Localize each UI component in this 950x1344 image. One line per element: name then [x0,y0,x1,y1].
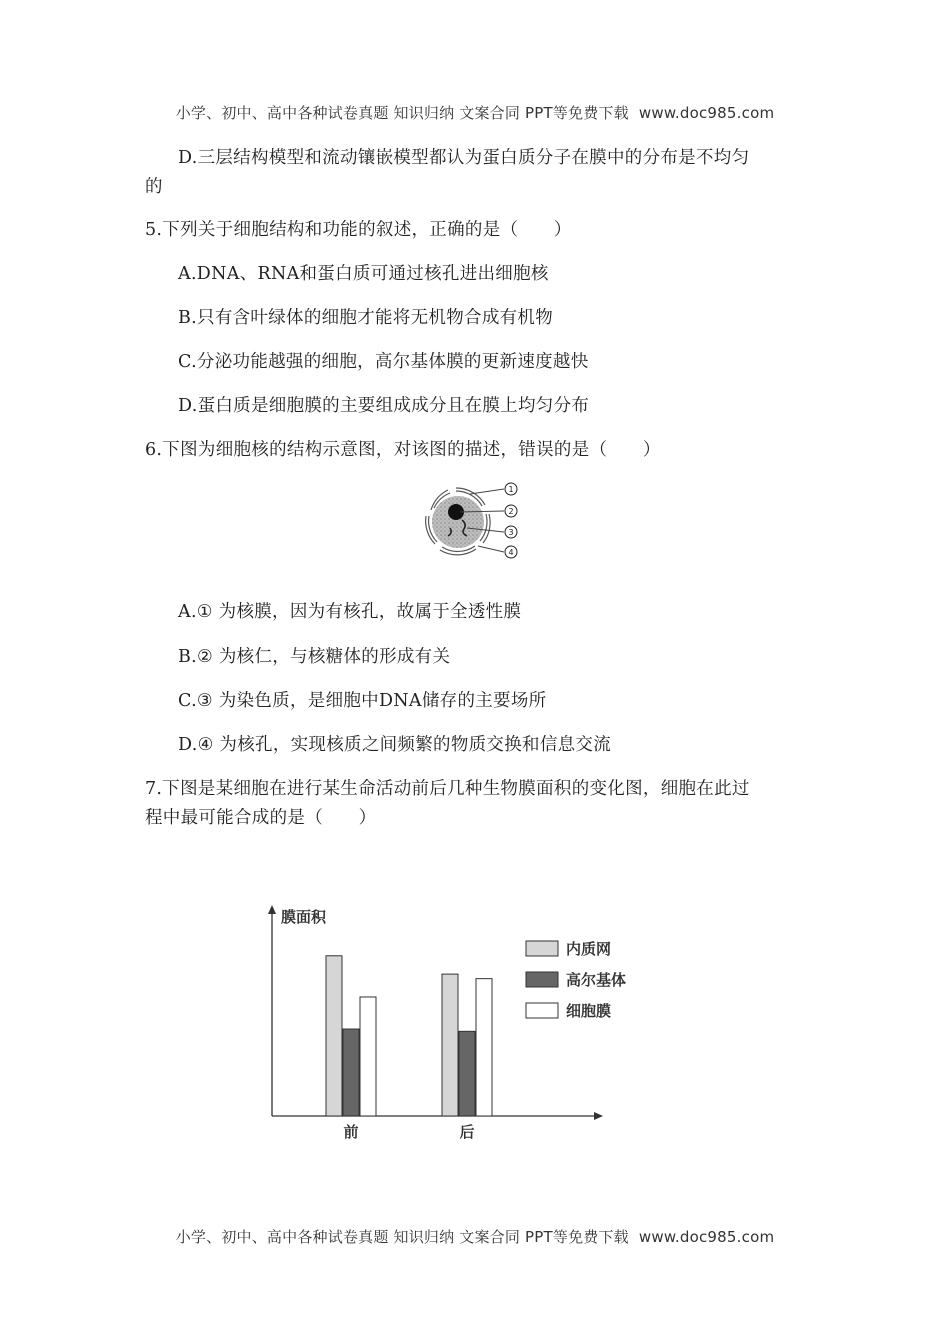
legend-label: 内质网 [566,940,612,958]
legend-swatch [526,1003,558,1018]
nucleoplasm [432,496,484,548]
footer-text: 小学、初中、高中各种试卷真题 知识归纳 文案合同 PPT等免费下载 [175,1228,629,1246]
q5-stem: 5.下列关于细胞结构和功能的叙述，正确的是（ ） [145,220,572,240]
label-4: 4 [508,548,514,557]
x-tick-label: 后 [459,1123,475,1141]
q5-option-d: D.蛋白质是细胞膜的主要组成成分且在膜上均匀分布 [178,396,590,416]
legend-swatch [526,972,558,987]
q6-option-d: D.④ 为核孔，实现核质之间频繁的物质交换和信息交流 [178,735,612,755]
bar-高尔基体-后 [459,1031,475,1116]
header-url[interactable]: www.doc985.com [638,104,775,122]
footer-url[interactable]: www.doc985.com [638,1228,775,1246]
q4-option-d-line2: 的 [145,177,163,197]
membrane-area-chart [262,900,642,1150]
q5-option-a: A.DNA、RNA和蛋白质可通过核孔进出细胞核 [178,264,549,284]
q6-option-b: B.② 为核仁，与核糖体的形成有关 [178,647,451,667]
q5-option-b: B.只有含叶绿体的细胞才能将无机物合成有机物 [178,308,554,328]
label-2: 2 [508,507,514,516]
label-1: 1 [508,485,514,494]
q7-stem-line2: 程中最可能合成的是（ ） [145,808,377,828]
q7-stem-line1: 7.下图是某细胞在进行某生命活动前后几种生物膜面积的变化图，细胞在此过 [145,779,750,799]
label-3: 3 [508,528,514,537]
legend-label: 细胞膜 [566,1002,612,1020]
figure-labels [505,483,517,558]
bar-细胞膜-前 [360,997,376,1116]
legend-label: 高尔基体 [566,971,627,989]
q5-option-c: C.分泌功能越强的细胞，高尔基体膜的更新速度越快 [178,352,589,372]
q6-stem: 6.下图为细胞核的结构示意图，对该图的描述，错误的是（ ） [145,440,661,460]
q6-option-a: A.① 为核膜，因为有核孔，故属于全透性膜 [178,602,522,622]
q6-option-c: C.③ 为染色质，是细胞中DNA储存的主要场所 [178,691,547,711]
x-tick-label: 前 [343,1123,359,1141]
bar-内质网-前 [326,956,342,1116]
q4-option-d-line1: D.三层结构模型和流动镶嵌模型都认为蛋白质分子在膜中的分布是不均匀 [178,148,750,168]
nucleus-diagram [420,478,532,568]
x-axis-arrow [594,1112,603,1120]
legend-swatch [526,941,558,956]
page-footer [0,1226,950,1247]
y-axis-label: 膜面积 [281,908,327,926]
bar-细胞膜-后 [476,979,492,1116]
bar-内质网-后 [442,974,458,1116]
page-header [0,102,950,123]
bar-高尔基体-前 [343,1029,359,1116]
y-axis-arrow [268,905,276,914]
header-text: 小学、初中、高中各种试卷真题 知识归纳 文案合同 PPT等免费下载 [175,104,629,122]
